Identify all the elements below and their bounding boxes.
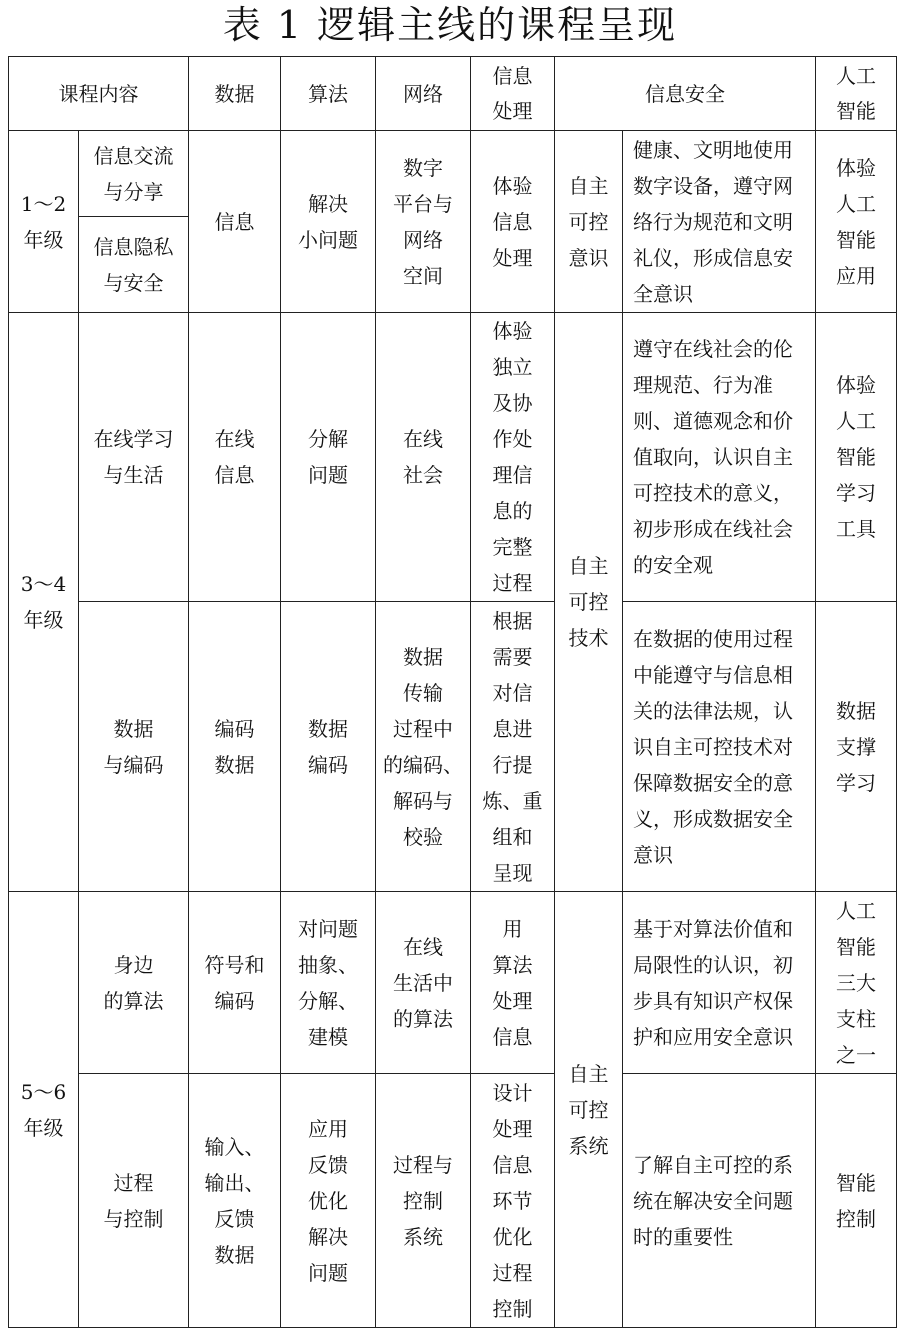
header-info-processing: 信息 处理 [471, 57, 555, 131]
data-cell: 信息 [189, 131, 281, 313]
header-data: 数据 [189, 57, 281, 131]
topic-cell: 在线学习 与生活 [79, 313, 189, 602]
network-cell: 过程与 控制 系统 [376, 1074, 471, 1328]
info-processing-cell: 体验 独立 及协 作处 理信 息的 完整 过程 [471, 313, 555, 602]
table-row [9, 131, 897, 217]
data-cell: 在线 信息 [189, 313, 281, 602]
header-course-content: 课程内容 [9, 57, 189, 131]
info-processing-cell: 根据 需要 对信 息进 行提 炼、重 组和 呈现 [471, 602, 555, 892]
info-processing-cell: 体验 信息 处理 [471, 131, 555, 313]
topic-cell: 身边 的算法 [79, 892, 189, 1074]
network-cell: 数据 传输 过程中 的编码、 解码与 校验 [376, 602, 471, 892]
header-info-security: 信息安全 [555, 57, 816, 131]
security-desc: 遵守在线社会的伦理规范、行为准则、道德观念和价值取向，认识自主可控技术的意义，初步形成在线社会的安全观 [623, 313, 816, 602]
ai-cell: 智能 控制 [816, 1074, 897, 1328]
grade-label: 1～2 年级 [9, 131, 79, 313]
security-desc: 健康、文明地使用数字设备，遵守网络行为规范和文明礼仪，形成信息安全意识 [623, 131, 816, 313]
network-cell: 在线 社会 [376, 313, 471, 602]
table-row [9, 892, 897, 1074]
header-row [9, 57, 897, 131]
data-cell: 输入、 输出、 反馈 数据 [189, 1074, 281, 1328]
topic-cell: 信息隐私 与安全 [79, 217, 189, 313]
table-row [9, 602, 897, 892]
table-title: 表 1 逻辑主线的课程呈现 [222, 3, 678, 47]
algorithm-cell: 解决 小问题 [281, 131, 376, 313]
ai-cell: 体验 人工 智能 学习 工具 [816, 313, 897, 602]
table-row [9, 313, 897, 602]
algorithm-cell: 对问题 抽象、 分解、 建模 [281, 892, 376, 1074]
info-processing-cell: 用 算法 处理 信息 [471, 892, 555, 1074]
topic-cell: 数据 与编码 [79, 602, 189, 892]
ai-cell: 数据 支撑 学习 [816, 602, 897, 892]
network-cell: 在线 生活中 的算法 [376, 892, 471, 1074]
security-desc: 基于对算法价值和局限性的认识，初步具有知识产权保护和应用安全意识 [623, 892, 816, 1074]
algorithm-cell: 数据 编码 [281, 602, 376, 892]
header-algorithm: 算法 [281, 57, 376, 131]
network-cell: 数字 平台与 网络 空间 [376, 131, 471, 313]
grade-label: 5～6 年级 [9, 892, 79, 1328]
ai-cell: 人工 智能 三大 支柱 之一 [816, 892, 897, 1074]
security-label: 自主 可控 技术 [555, 313, 623, 892]
info-processing-cell: 设计 处理 信息 环节 优化 过程 控制 [471, 1074, 555, 1328]
topic-cell: 过程 与控制 [79, 1074, 189, 1328]
security-desc: 了解自主可控的系统在解决安全问题时的重要性 [623, 1074, 816, 1328]
algorithm-cell: 分解 问题 [281, 313, 376, 602]
topic-cell: 信息交流 与分享 [79, 131, 189, 217]
grade-label: 3～4 年级 [9, 313, 79, 892]
security-label: 自主 可控 系统 [555, 892, 623, 1328]
algorithm-cell: 应用 反馈 优化 解决 问题 [281, 1074, 376, 1328]
security-desc: 在数据的使用过程中能遵守与信息相关的法律法规，认识自主可控技术对保障数据安全的意义，形成数据安全意识 [623, 602, 816, 892]
data-cell: 编码 数据 [189, 602, 281, 892]
curriculum-table [8, 56, 897, 1328]
header-network: 网络 [376, 57, 471, 131]
security-label: 自主 可控 意识 [555, 131, 623, 313]
header-ai: 人工 智能 [816, 57, 897, 131]
ai-cell: 体验 人工 智能 应用 [816, 131, 897, 313]
table-row [9, 1074, 897, 1328]
data-cell: 符号和 编码 [189, 892, 281, 1074]
